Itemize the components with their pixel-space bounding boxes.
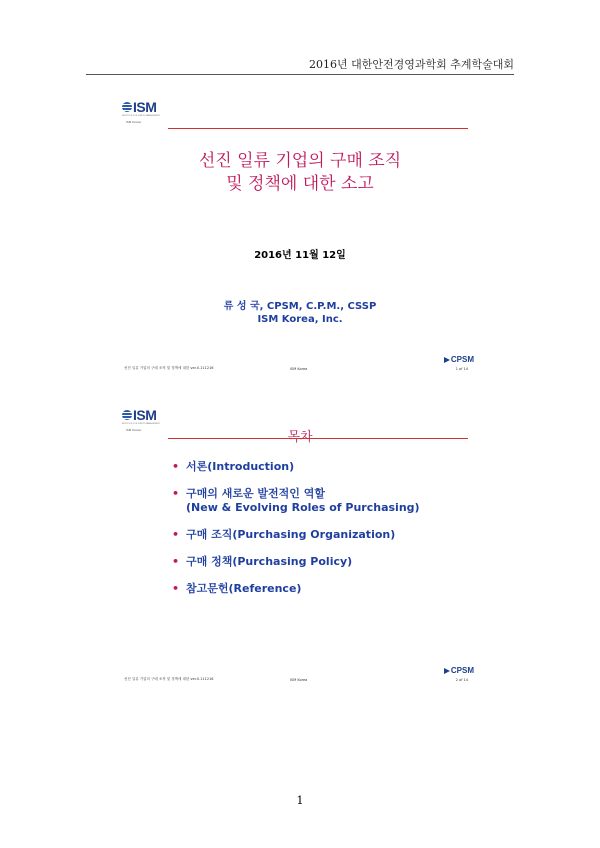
- cpsm-logo: [444, 355, 474, 364]
- toc-item-label: 참고문헌(Reference): [186, 582, 302, 595]
- toc-item: [172, 528, 420, 542]
- toc-heading: 목차: [287, 430, 313, 445]
- cpsm-text: CPSM: [450, 666, 474, 675]
- running-header: 2016년 대한안전경영과학회 추계학술대회: [308, 58, 514, 71]
- footer-doc-title: 선진 일류 기업의 구매 조직 및 정책에 대한 ver.0.111216: [124, 366, 214, 370]
- bullet-icon: •: [172, 582, 180, 595]
- toc-rule: [168, 438, 468, 439]
- bullet-icon: •: [172, 487, 180, 500]
- logo-text: ISM: [133, 407, 157, 423]
- author-block: [118, 300, 482, 326]
- slide-footer: [118, 666, 482, 686]
- toc-list: [172, 460, 420, 596]
- toc-item: [172, 487, 420, 515]
- footer-doc-title: 선진 일류 기업의 구매 조직 및 정책에 대한 ver.0.111216: [124, 677, 214, 681]
- globe-icon: [122, 102, 132, 112]
- cpsm-logo: [444, 666, 474, 675]
- toc-item-sublabel: (New & Evolving Roles of Purchasing): [186, 501, 420, 514]
- toc-item-label: 구매 조직(Purchasing Organization): [186, 528, 396, 541]
- bullet-icon: •: [172, 460, 180, 473]
- author-organization: ISM Korea, Inc.: [257, 314, 343, 325]
- toc-item: [172, 555, 420, 569]
- footer-org: ISM Korea: [290, 678, 308, 682]
- slide-title: [118, 100, 482, 375]
- toc-item-label: 구매 정책(Purchasing Policy): [186, 555, 353, 568]
- header-divider: [86, 74, 514, 75]
- logo-tagline: INSTITUTE FOR SUPPLY MANAGEMENT: [122, 423, 161, 425]
- logo-text: ISM: [133, 99, 157, 115]
- slide-title-text: [118, 150, 482, 196]
- logo-country: ISM Korea: [126, 120, 141, 124]
- cpsm-arrow-icon: [444, 357, 450, 363]
- bullet-icon: •: [172, 528, 180, 541]
- cpsm-text: CPSM: [450, 355, 474, 364]
- toc-item: [172, 582, 420, 596]
- title-line-2: 및 정책에 대한 소고: [226, 174, 374, 194]
- ism-logo: [122, 100, 162, 132]
- toc-item: [172, 460, 420, 474]
- globe-icon: [122, 410, 132, 420]
- presentation-date: 2016년 11월 12일: [254, 250, 346, 261]
- logo-tagline: INSTITUTE FOR SUPPLY MANAGEMENT: [122, 115, 161, 117]
- title-line-1: 선진 일류 기업의 구매 조직: [198, 151, 402, 171]
- toc-item-label: 구매의 새로운 발전적인 역할: [186, 487, 325, 500]
- logo-country: ISM Korea: [126, 428, 141, 432]
- author-name: 류 성 국, CPSM, C.P.M., CSSP: [223, 301, 377, 312]
- footer-page-count: 2 of 14: [455, 678, 468, 682]
- slide-footer: [118, 355, 482, 375]
- footer-org: ISM Korea: [290, 367, 308, 371]
- bullet-icon: •: [172, 555, 180, 568]
- slide-contents: [118, 408, 482, 686]
- page-number: 1: [296, 794, 304, 807]
- footer-page-count: 1 of 14: [455, 367, 468, 371]
- cpsm-arrow-icon: [444, 668, 450, 674]
- toc-item-label: 서론(Introduction): [186, 460, 295, 473]
- title-rule: [168, 128, 468, 129]
